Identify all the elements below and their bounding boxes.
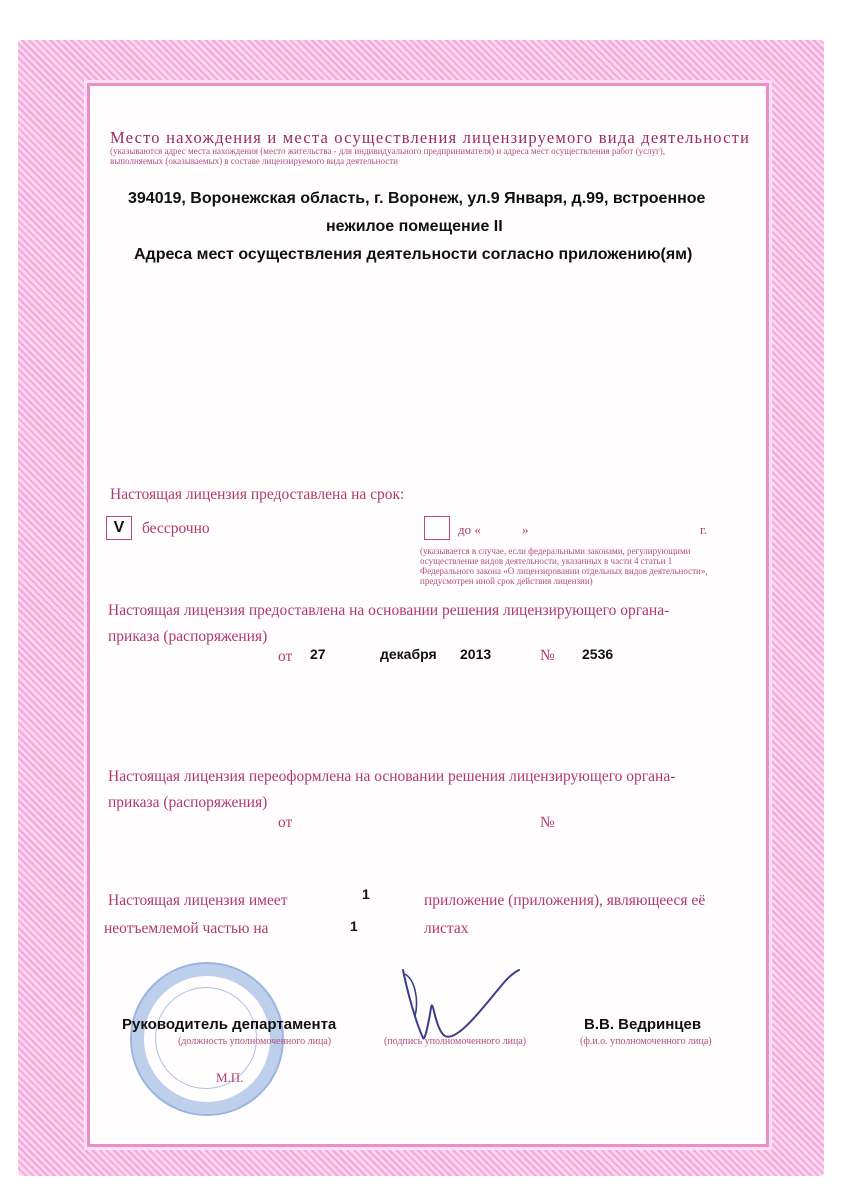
term-note-2: осуществление видов деятельности, указанных в части 4 статьи 1	[420, 556, 673, 566]
appendix-line1-suffix: приложение (приложения), являющееся её	[424, 892, 706, 909]
basis-line2: приказа (распоряжения)	[108, 628, 268, 645]
signature-note: (подпись уполномоченного лица)	[384, 1036, 527, 1047]
basis-year: 2013	[460, 646, 492, 662]
address-line3: Адреса мест осуществления деятельности согласно приложению(ям)	[134, 246, 693, 263]
appendix-line2-prefix: неотъемлемой частью на	[104, 920, 269, 937]
reissue-line2: приказа (распоряжения)	[108, 794, 268, 811]
reissue-from-label: от	[278, 814, 293, 831]
year-suffix: г.	[700, 522, 708, 537]
appendix-line1-prefix: Настоящая лицензия имеет	[108, 892, 288, 909]
position-title: Руководитель департамента	[122, 1016, 337, 1033]
basis-from-label: от	[278, 648, 293, 665]
position-note: (должность уполномоченного лица)	[178, 1036, 332, 1047]
appendix-line2-suffix: листах	[424, 920, 469, 937]
signer-name: В.В. Ведринцев	[584, 1016, 702, 1033]
address-line2: нежилое помещение II	[326, 218, 503, 235]
term-note-4: предусмотрен иной срок действия лицензии)	[420, 576, 593, 586]
indefinite-label: бессрочно	[142, 520, 210, 537]
until-label: до «	[458, 522, 481, 537]
reissue-number-sign: №	[540, 814, 555, 831]
until-checkbox	[424, 516, 450, 540]
basis-line1: Настоящая лицензия предоставлена на основании решения лицензирующего органа-	[108, 602, 670, 619]
term-note-1: (указывается в случае, если федеральными законами, регулирующими	[420, 546, 691, 556]
section-title: Место нахождения и места осуществления лицензируемого вида деятельности	[110, 128, 751, 147]
basis-month: декабря	[380, 646, 437, 662]
indefinite-checkbox: V	[106, 516, 132, 540]
section-note-line2: выполняемых (оказываемых) в составе лицензируемого вида деятельности	[110, 156, 398, 166]
term-label: Настоящая лицензия предоставлена на срок:	[110, 486, 405, 503]
seal-label: М.П.	[216, 1070, 244, 1085]
section-note-line1: (указываются адрес места нахождения (место жительства - для индивидуального предпринимателя) и адреса мест осуществления работ (услуг),	[110, 146, 665, 156]
basis-number: 2536	[582, 646, 614, 662]
basis-day: 27	[310, 646, 326, 662]
address-line1: 394019, Воронежская область, г. Воронеж, ул.9 Января, д.99, встроенное	[128, 190, 706, 207]
term-note-3: Федерального закона «О лицензировании отдельных видов деятельности»,	[420, 566, 708, 576]
reissue-line1: Настоящая лицензия переоформлена на основании решения лицензирующего органа-	[108, 768, 676, 785]
basis-number-sign: №	[540, 647, 555, 664]
appendix-count: 1	[362, 886, 370, 902]
appendix-sheets: 1	[350, 918, 358, 934]
signer-name-note: (ф.и.о. уполномоченного лица)	[580, 1036, 712, 1047]
until-close: »	[522, 522, 529, 537]
